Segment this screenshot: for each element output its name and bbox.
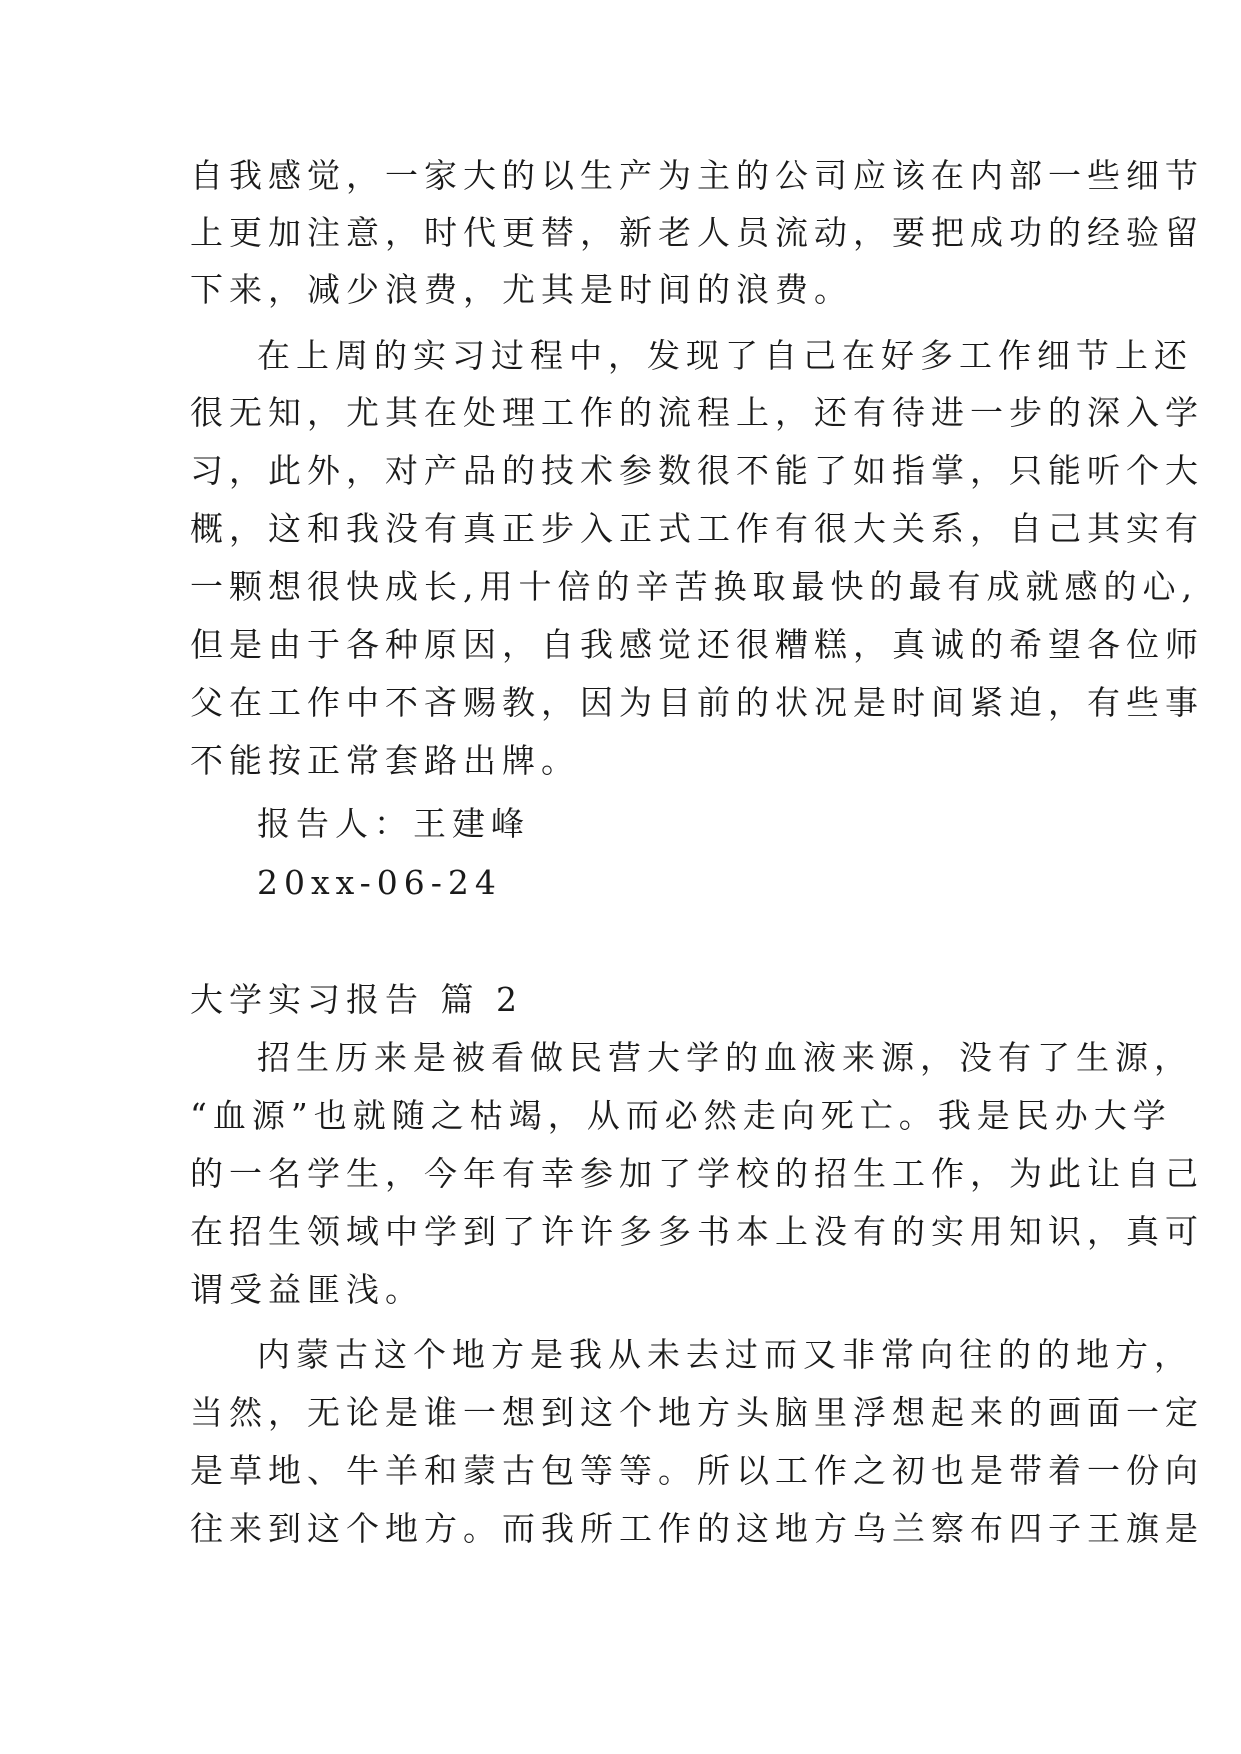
paragraph-line: 谓受益匪浅。 — [190, 1270, 424, 1309]
date-line: 20xx-06-24 — [257, 863, 502, 902]
paragraph-line: 往来到这个地方。而我所工作的这地方乌兰察布四子王旗是 — [190, 1509, 1204, 1548]
paragraph-line: 招生历来是被看做民营大学的血液来源，没有了生源， — [257, 1038, 1193, 1077]
paragraph-line: 在招生领域中学到了许许多多书本上没有的实用知识，真可 — [190, 1212, 1204, 1251]
paragraph-line: 的一名学生，今年有幸参加了学校的招生工作，为此让自己 — [190, 1154, 1204, 1193]
paragraph-line: 内蒙古这个地方是我从未去过而又非常向往的的地方， — [257, 1335, 1193, 1374]
paragraph-line: “血源”也就随之枯竭，从而必然走向死亡。我是民办大学 — [190, 1096, 1172, 1135]
paragraph-line: 在上周的实习过程中，发现了自己在好多工作细节上还 — [257, 336, 1193, 375]
paragraph-line: 一颗想很快成长,用十倍的辛苦换取最快的最有成就感的心, — [190, 567, 1198, 606]
paragraph-line: 父在工作中不吝赐教，因为目前的状况是时间紧迫，有些事 — [190, 683, 1204, 722]
paragraph-line: 当然，无论是谁一想到这个地方头脑里浮想起来的画面一定 — [190, 1393, 1204, 1432]
paragraph-line: 下来，减少浪费，尤其是时间的浪费。 — [190, 270, 853, 309]
section-heading: 大学实习报告 篇 2 — [190, 980, 523, 1019]
paragraph-line: 不能按正常套路出牌。 — [190, 741, 580, 780]
paragraph-line: 自我感觉，一家大的以生产为主的公司应该在内部一些细节 — [190, 156, 1204, 195]
paragraph-line: 习，此外，对产品的技术参数很不能了如指掌，只能听个大 — [190, 451, 1204, 490]
paragraph-line: 概，这和我没有真正步入正式工作有很大关系，自己其实有 — [190, 509, 1204, 548]
paragraph-line: 但是由于各种原因，自我感觉还很糟糕，真诚的希望各位师 — [190, 625, 1204, 664]
paragraph-line: 很无知，尤其在处理工作的流程上，还有待进一步的深入学 — [190, 393, 1204, 432]
reporter-line: 报告人：王建峰 — [257, 804, 530, 843]
paragraph-line: 是草地、牛羊和蒙古包等等。所以工作之初也是带着一份向 — [190, 1451, 1204, 1490]
paragraph-line: 上更加注意，时代更替，新老人员流动，要把成功的经验留 — [190, 213, 1204, 252]
